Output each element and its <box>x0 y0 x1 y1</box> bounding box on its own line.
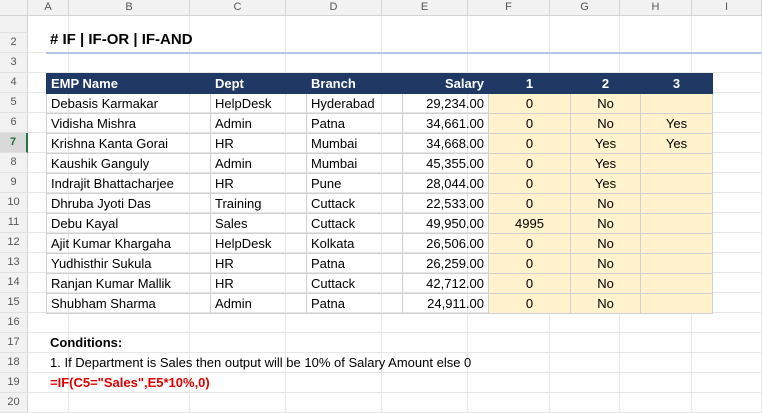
cell-result-3[interactable] <box>641 294 713 314</box>
cell-salary[interactable]: 45,355.00 <box>403 154 489 174</box>
row-header-8[interactable]: 8 <box>0 153 28 173</box>
cell-result-2[interactable]: No <box>571 294 641 314</box>
cell-result-3[interactable] <box>641 254 713 274</box>
table-row <box>47 274 713 294</box>
cell-result-1[interactable]: 0 <box>489 274 571 294</box>
cell-emp-name[interactable]: Debasis Karmakar <box>47 94 211 114</box>
cell-salary[interactable]: 34,668.00 <box>403 134 489 154</box>
cell-result-3[interactable] <box>641 194 713 214</box>
cell-emp-name[interactable]: Kaushik Ganguly <box>47 154 211 174</box>
cell-salary[interactable]: 28,044.00 <box>403 174 489 194</box>
column-header-c[interactable]: C <box>190 0 286 16</box>
cell-result-2[interactable]: No <box>571 114 641 134</box>
cell-result-1[interactable]: 0 <box>489 134 571 154</box>
cell-result-2[interactable]: No <box>571 94 641 114</box>
cell-result-3[interactable] <box>641 154 713 174</box>
cell-branch[interactable]: Pune <box>307 174 403 194</box>
row-header-12[interactable]: 12 <box>0 233 28 253</box>
column-header-i[interactable]: I <box>692 0 762 16</box>
header-salary[interactable]: Salary <box>403 74 489 94</box>
row-header-5[interactable]: 5 <box>0 93 28 113</box>
employee-table <box>46 73 713 314</box>
cell-emp-name[interactable]: Dhruba Jyoti Das <box>47 194 211 214</box>
cell-result-2[interactable]: Yes <box>571 154 641 174</box>
table-header-row <box>47 74 713 94</box>
row-header-19[interactable]: 19 <box>0 373 28 393</box>
cell-result-2[interactable]: No <box>571 274 641 294</box>
cell-dept[interactable]: Training <box>211 194 307 214</box>
cell-dept[interactable]: HR <box>211 174 307 194</box>
cell-emp-name[interactable]: Shubham Sharma <box>47 294 211 314</box>
condition-text: 1. If Department is Sales then output will be 10% of Salary Amount else 0 <box>50 355 472 370</box>
cell-result-3[interactable] <box>641 214 713 234</box>
cell-emp-name[interactable]: Ranjan Kumar Mallik <box>47 274 211 294</box>
row-header-15[interactable]: 15 <box>0 293 28 313</box>
table-row <box>47 254 713 274</box>
table-row <box>47 174 713 194</box>
row-header-17[interactable]: 17 <box>0 333 28 353</box>
table-row <box>47 234 713 254</box>
column-header-g[interactable]: G <box>550 0 620 16</box>
cell-result-1[interactable]: 0 <box>489 94 571 114</box>
cell-salary[interactable]: 26,506.00 <box>403 234 489 254</box>
row-header-11[interactable]: 11 <box>0 213 28 233</box>
row-header-4[interactable]: 4 <box>0 73 28 93</box>
cell-salary[interactable]: 24,911.00 <box>403 294 489 314</box>
gridline-row <box>28 372 762 373</box>
row-header-16[interactable]: 16 <box>0 313 28 333</box>
cell-branch[interactable]: Cuttack <box>307 214 403 234</box>
cell-dept[interactable]: HelpDesk <box>211 234 307 254</box>
cell-branch[interactable]: Kolkata <box>307 234 403 254</box>
table-row <box>47 294 713 314</box>
table-row <box>47 214 713 234</box>
header-result-1[interactable]: 1 <box>489 74 571 94</box>
cell-result-2[interactable]: No <box>571 214 641 234</box>
header-branch[interactable]: Branch <box>307 74 403 94</box>
row-header-14[interactable]: 14 <box>0 273 28 293</box>
table-row <box>47 134 713 154</box>
cell-branch[interactable]: Cuttack <box>307 194 403 214</box>
cell-emp-name[interactable]: Debu Kayal <box>47 214 211 234</box>
cell-branch[interactable]: Cuttack <box>307 274 403 294</box>
row-header-9[interactable]: 9 <box>0 173 28 193</box>
cell-result-1[interactable]: 0 <box>489 174 571 194</box>
formula-text: =IF(C5="Sales",E5*10%,0) <box>50 375 210 390</box>
cell-dept[interactable]: Admin <box>211 114 307 134</box>
cell-emp-name[interactable]: Krishna Kanta Gorai <box>47 134 211 154</box>
table-row <box>47 94 713 114</box>
column-header-f[interactable]: F <box>468 0 550 16</box>
cell-branch[interactable]: Patna <box>307 254 403 274</box>
cell-branch[interactable]: Mumbai <box>307 154 403 174</box>
cell-salary[interactable]: 42,712.00 <box>403 274 489 294</box>
row-header-18[interactable]: 18 <box>0 353 28 373</box>
table-row <box>47 194 713 214</box>
cell-result-2[interactable]: Yes <box>571 134 641 154</box>
cell-result-3[interactable] <box>641 174 713 194</box>
cell-dept[interactable]: Admin <box>211 154 307 174</box>
row-header-7[interactable]: 7 <box>0 133 28 153</box>
row-header-3[interactable]: 3 <box>0 53 28 73</box>
cell-result-2[interactable]: No <box>571 194 641 214</box>
cell-dept[interactable]: HR <box>211 274 307 294</box>
row-header-6[interactable]: 6 <box>0 113 28 133</box>
cell-result-3[interactable] <box>641 94 713 114</box>
table-row <box>47 114 713 134</box>
sheet-title: # IF | IF-OR | IF-AND <box>50 31 193 48</box>
cell-salary[interactable]: 49,950.00 <box>403 214 489 234</box>
cell-salary[interactable]: 22,533.00 <box>403 194 489 214</box>
cell-salary[interactable]: 26,259.00 <box>403 254 489 274</box>
cell-result-3[interactable]: Yes <box>641 114 713 134</box>
row-header-13[interactable]: 13 <box>0 253 28 273</box>
cell-result-3[interactable] <box>641 234 713 254</box>
row-header-1[interactable] <box>0 16 28 33</box>
gridline-row <box>28 332 762 333</box>
cell-result-2[interactable]: No <box>571 234 641 254</box>
header-result-2[interactable]: 2 <box>571 74 641 94</box>
cell-dept[interactable]: Admin <box>211 294 307 314</box>
cell-emp-name[interactable]: Vidisha Mishra <box>47 114 211 134</box>
cell-result-2[interactable]: Yes <box>571 174 641 194</box>
cell-branch[interactable]: Hyderabad <box>307 94 403 114</box>
column-header-a[interactable]: A <box>28 0 69 16</box>
cell-result-1[interactable]: 4995 <box>489 214 571 234</box>
conditions-label: Conditions: <box>50 335 123 350</box>
select-all-corner[interactable] <box>0 0 28 16</box>
cell-result-1[interactable]: 0 <box>489 154 571 174</box>
column-header-d[interactable]: D <box>286 0 382 16</box>
header-result-3[interactable]: 3 <box>641 74 713 94</box>
cell-dept[interactable]: HR <box>211 134 307 154</box>
cell-result-1[interactable]: 0 <box>489 114 571 134</box>
cell-emp-name[interactable]: Indrajit Bhattacharjee <box>47 174 211 194</box>
cell-result-1[interactable]: 0 <box>489 294 571 314</box>
cell-branch[interactable]: Patna <box>307 294 403 314</box>
column-header-h[interactable]: H <box>620 0 692 16</box>
header-dept[interactable]: Dept <box>211 74 307 94</box>
cell-dept[interactable]: HR <box>211 254 307 274</box>
column-header-e[interactable]: E <box>382 0 468 16</box>
row-header-2[interactable]: 2 <box>0 33 28 53</box>
header-emp-name[interactable]: EMP Name <box>47 74 211 94</box>
cell-emp-name[interactable]: Yudhisthir Sukula <box>47 254 211 274</box>
cell-branch[interactable]: Patna <box>307 114 403 134</box>
row-header-10[interactable]: 10 <box>0 193 28 213</box>
gridline-row <box>28 352 762 353</box>
cell-salary[interactable]: 29,234.00 <box>403 94 489 114</box>
title-underline <box>46 52 762 54</box>
cell-result-3[interactable] <box>641 274 713 294</box>
cell-dept[interactable]: HelpDesk <box>211 94 307 114</box>
cell-result-3[interactable]: Yes <box>641 134 713 154</box>
cell-result-2[interactable]: No <box>571 254 641 274</box>
cell-result-1[interactable]: 0 <box>489 194 571 214</box>
row-header-20[interactable]: 20 <box>0 393 28 413</box>
table-row <box>47 154 713 174</box>
cell-result-1[interactable]: 0 <box>489 254 571 274</box>
cell-result-1[interactable]: 0 <box>489 234 571 254</box>
gridline-row <box>28 392 762 393</box>
cell-emp-name[interactable]: Ajit Kumar Khargaha <box>47 234 211 254</box>
cell-dept[interactable]: Sales <box>211 214 307 234</box>
cell-salary[interactable]: 34,661.00 <box>403 114 489 134</box>
cell-branch[interactable]: Mumbai <box>307 134 403 154</box>
column-header-b[interactable]: B <box>69 0 190 16</box>
